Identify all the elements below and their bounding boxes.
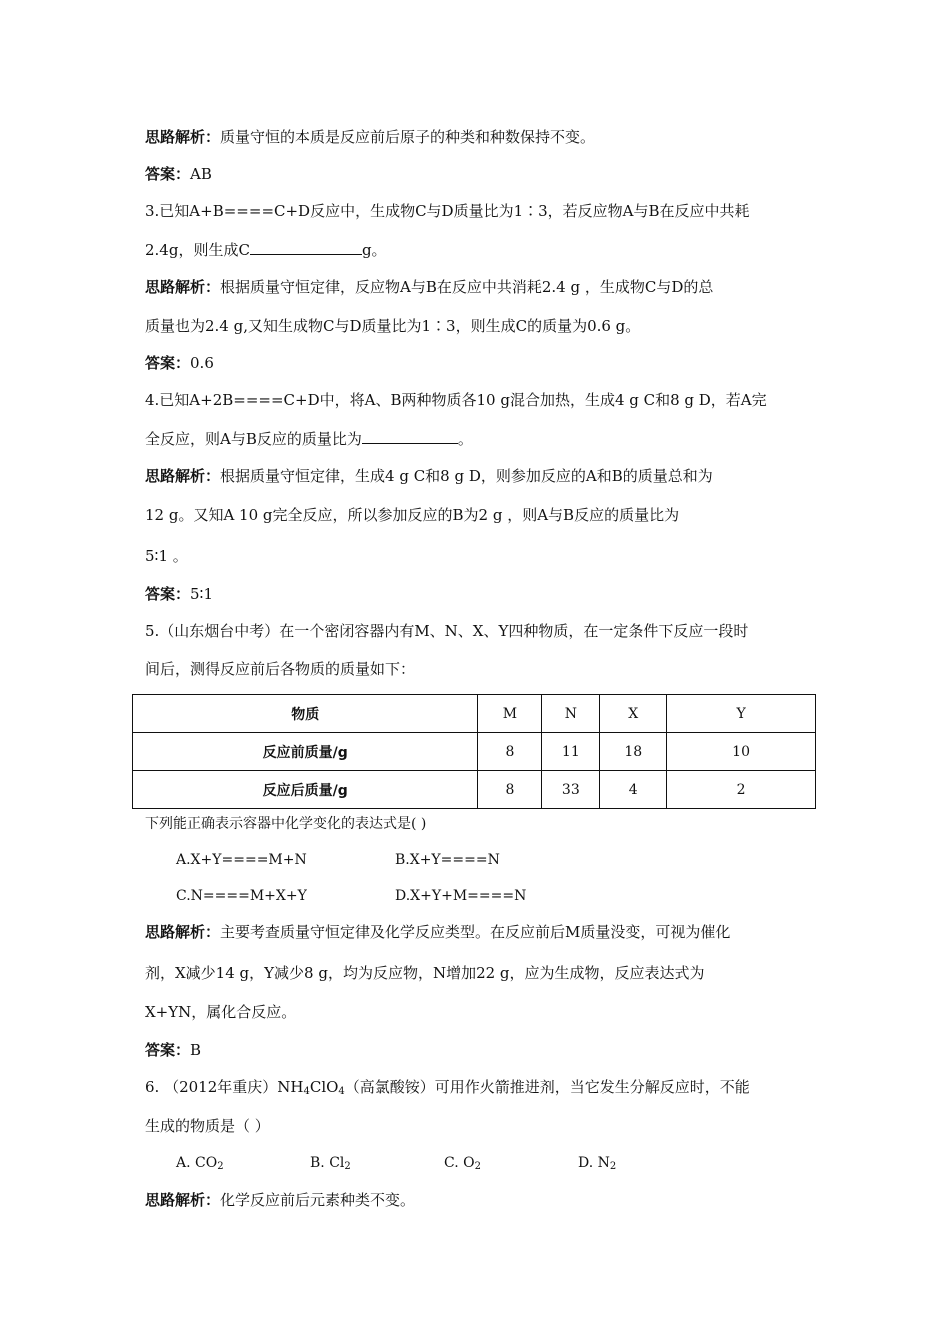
q2-answer — [145, 164, 212, 184]
q6-option-d-sub: 2 — [609, 1161, 617, 1172]
analysis-label: 思路解析： — [145, 1191, 221, 1209]
q6-option-c-text: C. O — [444, 1155, 475, 1171]
analysis-label: 思路解析： — [145, 128, 221, 146]
q3-analysis-line1 — [145, 277, 713, 297]
q5-line1: 5.（山东烟台中考）在一个密闭容器内有M、N、X、Y四种物质，在一定条件下反应一段时 — [145, 622, 749, 640]
q6-option-b — [310, 1153, 351, 1173]
q5-option-d: D.X+Y+M====N — [395, 888, 527, 904]
q6-sub1: 4 — [303, 1086, 310, 1097]
q3-analysis-line2: 质量也为2.4 g,又知生成物C与D质量比为1∶3，则生成C的质量为0.6 g。 — [145, 317, 641, 335]
table-cell: 2 — [667, 771, 816, 809]
q3-line1: 3.已知A+B====C+D反应中，生成物C与D质量比为1∶3，若反应物A与B在反应中共耗 — [145, 202, 750, 220]
table-row — [133, 771, 816, 809]
table-cell: 8 — [478, 771, 542, 809]
q6-analysis-text: 化学反应前后元素种类不变。 — [220, 1191, 416, 1209]
q6-analysis — [145, 1190, 415, 1210]
q5-analysis-text1: 主要考查质量守恒定律及化学反应类型。在反应前后M质量没变，可视为催化 — [220, 923, 731, 941]
q4-analysis-line3: 5∶1 。 — [145, 547, 188, 565]
q5-option-c: C.N====M+X+Y — [176, 888, 307, 904]
q6-option-d — [578, 1153, 616, 1173]
q6-option-b-text: B. Cl — [310, 1155, 345, 1171]
q3-analysis-text1: 根据质量守恒定律，反应物A与B在反应中共消耗2.4 g ，生成物C与D的总 — [220, 278, 714, 296]
q6-line1-post: （高氯酸铵）可用作火箭推进剂，当它发生分解反应时，不能 — [344, 1078, 750, 1096]
q4-line2-pre: 全反应，则A与B反应的质量比为 — [145, 430, 362, 448]
table-cell: 反应前质量/g — [133, 733, 478, 771]
q4-analysis-line1 — [145, 466, 713, 486]
analysis-label: 思路解析： — [145, 923, 221, 941]
q3-line2 — [145, 240, 387, 260]
q6-line1-mid: ClO — [309, 1078, 339, 1096]
table-header-cell: N — [542, 695, 600, 733]
analysis-label: 思路解析： — [145, 278, 221, 296]
q3-line2-pre: 2.4g，则生成C — [145, 241, 250, 259]
table-row — [133, 733, 816, 771]
q6-option-d-text: D. N — [578, 1155, 610, 1171]
q6-line2: 生成的物质是（ ） — [145, 1117, 270, 1135]
q5-analysis-line1 — [145, 922, 730, 942]
table-cell: 33 — [542, 771, 600, 809]
answer-label: 答案： — [145, 165, 191, 183]
table-cell: 8 — [478, 733, 542, 771]
q4-line1: 4.已知A+2B====C+D中，将A、B两种物质各10 g混合加热，生成4 g C和8 g D，若A完 — [145, 391, 767, 409]
answer-label: 答案： — [145, 354, 191, 372]
table-cell: 18 — [600, 733, 667, 771]
q6-option-a-sub: 2 — [217, 1161, 224, 1172]
answer-label: 答案： — [145, 585, 191, 603]
q5-option-a: A.X+Y====M+N — [176, 852, 307, 868]
q2-analysis-text: 质量守恒的本质是反应前后原子的种类和种数保持不变。 — [220, 128, 596, 146]
q6-sub2: 4 — [338, 1086, 345, 1097]
q5-line2: 间后，测得反应前后各物质的质量如下： — [145, 660, 416, 678]
table-header-cell: 物质 — [133, 695, 478, 733]
analysis-label: 思路解析： — [145, 467, 221, 485]
table-cell: 反应后质量/g — [133, 771, 478, 809]
table-cell: 4 — [600, 771, 667, 809]
q4-answer — [145, 584, 213, 604]
q5-answer-text: B — [190, 1041, 202, 1059]
q5-analysis-line2: 剂，X减少14 g，Y减少8 g，均为反应物，N增加22 g，应为生成物，反应表达式为 — [145, 964, 705, 982]
q5-analysis-line3: X+YN，属化合反应。 — [145, 1003, 297, 1021]
q4-blank — [362, 429, 458, 444]
table-cell: 11 — [542, 733, 600, 771]
table-cell: 10 — [667, 733, 816, 771]
table-header-cell: M — [478, 695, 542, 733]
q3-answer-text: 0.6 — [190, 354, 214, 372]
q5-question: 下列能正确表示容器中化学变化的表达式是( ) — [145, 816, 427, 832]
mass-table — [132, 694, 816, 809]
q3-answer — [145, 353, 214, 373]
table-header-row — [133, 695, 816, 733]
q6-line1 — [145, 1077, 750, 1097]
q4-analysis-text1: 根据质量守恒定律，生成4 g C和8 g D，则参加反应的A和B的质量总和为 — [220, 467, 713, 485]
q5-answer — [145, 1040, 201, 1060]
answer-label: 答案： — [145, 1041, 191, 1059]
q6-option-c-sub: 2 — [474, 1161, 481, 1172]
q2-answer-text: AB — [190, 165, 212, 183]
q3-blank — [250, 240, 362, 255]
q6-option-a — [176, 1153, 224, 1173]
q6-option-c — [444, 1153, 481, 1173]
q4-analysis-line2: 12 g。又知A 10 g完全反应，所以参加反应的B为2 g ，则A与B反应的质量比为 — [145, 506, 680, 524]
q6-option-a-text: A. CO — [176, 1155, 218, 1171]
table-header-cell: X — [600, 695, 667, 733]
q4-answer-text: 5∶1 — [190, 585, 214, 603]
q5-option-b: B.X+Y====N — [395, 852, 500, 868]
q2-analysis — [145, 127, 595, 147]
table-header-cell: Y — [667, 695, 816, 733]
q4-line2 — [145, 429, 473, 449]
q3-line2-post: g。 — [361, 241, 387, 259]
q6-option-b-sub: 2 — [344, 1161, 351, 1172]
q6-line1-pre: 6. （2012年重庆）NH — [145, 1078, 304, 1096]
q4-line2-post: 。 — [457, 430, 473, 448]
